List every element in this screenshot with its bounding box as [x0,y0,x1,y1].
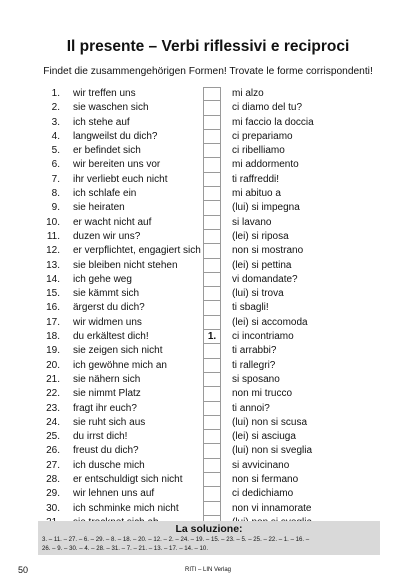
row-number: 25. [46,431,60,443]
row-number: 1. [51,88,60,99]
exercise-row [0,473,416,487]
german-phrase: er wacht nicht auf [73,216,152,228]
italian-phrase: ci diamo del tu? [232,102,303,114]
german-phrase: wir bereiten uns vor [73,159,161,171]
row-number: 19. [46,345,60,357]
german-phrase: sie waschen sich [73,102,149,114]
italian-phrase: ci dedichiamo [232,488,294,500]
german-phrase: duzen wir uns? [73,230,141,242]
italian-phrase: vi domandate? [232,273,298,285]
exercise-list [0,87,416,530]
exercise-row [0,301,416,315]
solution-line-2: 26. – 9. – 30. – 4. – 28. – 31. – 7. – 21. – 13. – 17. – 14. – 10. [42,544,209,552]
answer-box[interactable] [203,287,221,301]
answer-box[interactable] [203,373,221,387]
italian-phrase: ti rallegri? [232,359,276,371]
italian-phrase: (lui) non si scusa [232,416,308,428]
german-phrase: ich schlafe ein [73,188,137,200]
answer-box[interactable] [203,344,221,358]
exercise-row [0,158,416,172]
german-phrase: wir widmen uns [73,316,142,328]
exercise-row [0,330,416,344]
italian-phrase: mi abituo a [232,188,281,200]
exercise-row [0,444,416,458]
italian-phrase: (lei) si riposa [232,230,289,242]
german-phrase: freust du dich? [73,445,139,457]
answer-box[interactable] [203,430,221,444]
italian-phrase: mi addormento [232,159,299,171]
exercise-row [0,487,416,501]
row-number: 29. [46,488,60,500]
answer-box[interactable] [203,459,221,473]
exercise-row [0,402,416,416]
german-phrase: sie nimmt Platz [73,388,141,400]
italian-phrase: (lei) si asciuga [232,431,296,443]
answer-box[interactable] [203,216,221,230]
italian-phrase: mi faccio la doccia [232,116,314,128]
italian-phrase: ti annoi? [232,402,270,414]
row-number: 8. [51,188,60,200]
exercise-row [0,416,416,430]
italian-phrase: (lui) si impegna [232,202,300,214]
page-title: Il presente – Verbi riflessivi e reciproci [66,38,350,55]
german-phrase: du irrst dich! [73,431,128,443]
german-phrase: wir treffen uns [73,88,136,99]
italian-phrase: ti arrabbi? [232,345,277,357]
answer-box[interactable] [203,230,221,244]
italian-phrase: mi alzo [232,88,264,99]
answer-box[interactable] [203,416,221,430]
italian-phrase: ci ribelliamo [232,145,285,157]
row-number: 27. [46,459,60,471]
row-number: 30. [46,502,60,514]
row-number: 3. [51,116,60,128]
german-phrase: fragt ihr euch? [73,402,137,414]
row-number: 20. [46,359,60,371]
italian-phrase: ti raffreddi! [232,173,280,185]
italian-phrase: (lei) si accomoda [232,316,308,328]
german-phrase: er entschuldigt sich nicht [73,474,183,486]
answer-box[interactable] [203,101,221,115]
exercise-row [0,244,416,258]
row-number: 5. [51,145,60,157]
answer-box[interactable] [203,402,221,416]
exercise-row [0,216,416,230]
solution-title: La soluzione: [175,523,243,535]
german-phrase: ich stehe auf [73,116,130,128]
publisher-label: RITI – LIN Verlag [184,567,232,573]
exercise-row [0,101,416,115]
answer-box[interactable] [203,144,221,158]
exercise-row [0,259,416,273]
row-number: 22. [46,388,60,400]
german-phrase: sie heiraten [73,202,125,214]
answer-box[interactable] [203,502,221,516]
solution-box [38,521,380,555]
answer-box[interactable] [203,444,221,458]
answer-box[interactable]: 1. [203,330,221,344]
answer-box[interactable] [203,316,221,330]
italian-phrase: ti sbagli! [232,302,269,314]
answer-box[interactable] [203,130,221,144]
answer-box[interactable] [203,201,221,215]
answer-box[interactable] [203,273,221,287]
answer-box[interactable] [203,173,221,187]
italian-phrase: si avvicinano [232,459,290,471]
exercise-row [0,359,416,373]
row-number: 2. [51,102,60,114]
row-number: 12. [46,245,60,257]
italian-phrase: non mi trucco [232,388,293,400]
german-phrase: wir lehnen uns auf [73,488,155,500]
german-phrase: sie nähern sich [73,373,141,385]
row-number: 13. [46,259,60,271]
answer-box[interactable] [203,473,221,487]
answer-box[interactable] [203,87,221,101]
page-number: 50 [18,565,29,575]
answer-box[interactable] [203,387,221,401]
exercise-row [0,373,416,387]
exercise-row [0,173,416,187]
row-number: 24. [46,416,60,428]
german-phrase: sie bleiben nicht stehen [73,259,178,271]
exercise-row [0,116,416,130]
italian-phrase: (lui) si trova [232,288,284,300]
row-number: 7. [51,173,60,185]
answer-box[interactable] [203,301,221,315]
italian-phrase: non si fermano [232,474,299,486]
italian-phrase: non vi innamorate [232,502,312,514]
row-number: 28. [46,474,60,486]
exercise-row [0,502,416,516]
row-number: 10. [46,216,60,228]
row-number: 23. [46,402,60,414]
row-number: 21. [46,373,60,385]
exercise-row [0,130,416,144]
german-phrase: ich gewöhne mich an [73,359,167,371]
exercise-row [0,459,416,473]
italian-phrase: si lavano [232,216,272,228]
italian-phrase: (lui) non si sveglia [232,445,313,457]
solution-line-1: 3. – 11. – 27. – 6. – 29. – 8. – 18. – 20. – 12. – 2. – 24. – 19. – 15. – 23. – 5. – 25. – 22. – 1. – 16. – [42,536,310,543]
exercise-row [0,87,416,101]
german-phrase: er befindet sich [73,145,141,157]
row-number: 16. [46,302,60,314]
row-number: 9. [51,202,60,214]
italian-phrase: ci prepariamo [232,130,293,142]
answer-box[interactable] [203,259,221,273]
german-phrase: ärgerst du dich? [73,302,145,314]
exercise-row [0,187,416,201]
answer-box[interactable] [203,244,221,258]
exercise-row [0,230,416,244]
exercise-row [0,144,416,158]
instruction-text: Findet die zusammengehörigen Formen! Trovate le forme corrispondenti! [43,66,373,77]
italian-phrase: ci incontriamo [232,331,294,343]
german-phrase: ihr verliebt euch nicht [73,173,168,185]
exercise-row [0,273,416,287]
exercise-row [0,201,416,215]
german-phrase: sie kämmt sich [73,288,140,300]
answer-box[interactable] [203,116,221,130]
italian-phrase: non si mostrano [232,245,304,257]
german-phrase: du erkältest dich! [73,331,149,343]
row-number: 26. [46,445,60,457]
row-number: 18. [46,331,60,343]
answer-box[interactable] [203,187,221,201]
answer-box[interactable] [203,487,221,501]
exercise-row [0,316,416,330]
german-phrase: ich dusche mich [73,459,145,471]
german-phrase: ich schminke mich nicht [73,502,179,514]
german-phrase: ich gehe weg [73,273,132,285]
italian-phrase: (lei) si pettina [232,259,292,271]
row-number: 17. [46,316,60,328]
german-phrase: er verpflichtet, engagiert sich [73,245,201,257]
row-number: 6. [51,159,60,171]
german-phrase: langweilst du dich? [73,130,158,142]
italian-phrase: si sposano [232,373,280,385]
row-number: 14. [46,273,60,285]
exercise-row [0,387,416,401]
answer-box[interactable] [203,158,221,172]
row-number: 4. [51,130,60,142]
german-phrase: sie zeigen sich nicht [73,345,163,357]
answer-box[interactable] [203,359,221,373]
row-number: 11. [46,230,60,242]
exercise-row [0,430,416,444]
row-number: 15. [46,288,60,300]
exercise-row [0,344,416,358]
german-phrase: sie ruht sich aus [73,416,146,428]
exercise-row [0,287,416,301]
